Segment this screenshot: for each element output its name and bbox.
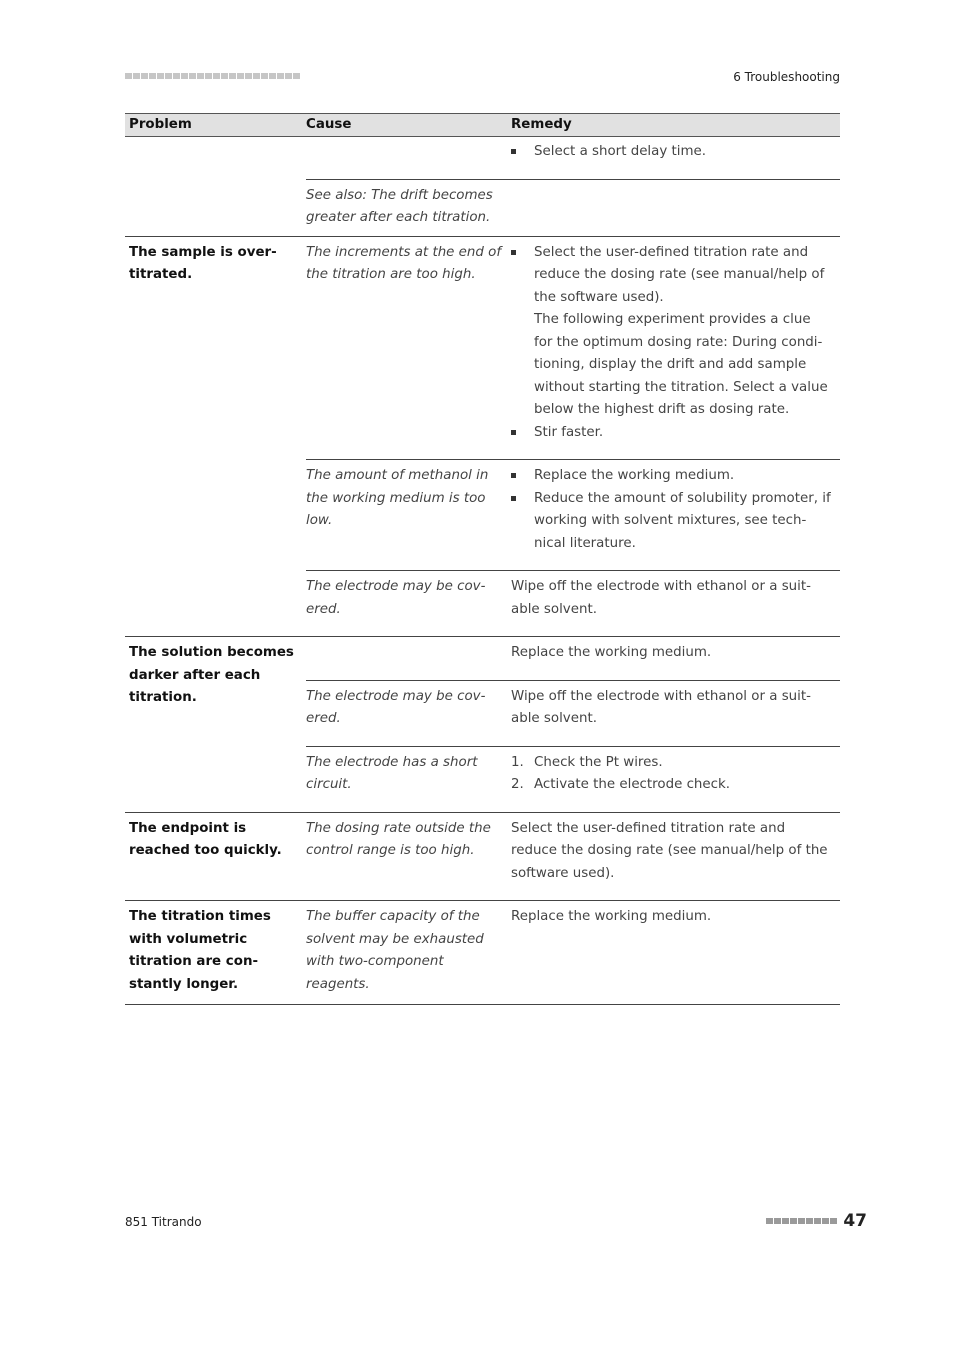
header-remedy: Remedy: [511, 116, 572, 132]
remedy-cell: Wipe off the electrode with ethanol or a suit-able solvent.: [511, 579, 811, 617]
table-row: [306, 746, 840, 812]
step-text: Activate the electrode check.: [534, 777, 731, 792]
table-row: [306, 570, 840, 636]
problem-cell: The endpoint is reached too quickly.: [129, 820, 282, 858]
list-item: Reduce the amount of solubility promoter, if working with solvent mixtures, see tech-nical literature.: [511, 488, 832, 556]
troubleshooting-table: [125, 113, 840, 1005]
footer-decoration: [766, 1218, 837, 1224]
cause-cell: See also: The drift becomes greater after each titration.: [306, 187, 493, 225]
table-group: [125, 901, 840, 1005]
cause-cell: The electrode has a short circuit.: [306, 754, 478, 792]
step-text: Check the Pt wires.: [534, 754, 663, 770]
table-header-row: [125, 113, 840, 137]
step-number: 1.: [511, 754, 524, 770]
footer-page-marker: [766, 1211, 867, 1231]
table-group: [125, 137, 840, 237]
remedy-cell: [511, 237, 840, 460]
table-row: [306, 136, 840, 179]
table-row: [306, 237, 840, 460]
header-cause: Cause: [306, 116, 352, 132]
footer-product-name: 851 Titrando: [125, 1215, 202, 1229]
table-group: [125, 237, 840, 638]
list-item: Stir faster.: [511, 422, 832, 445]
remedy-cell: Wipe off the electrode with ethanol or a suit-able solvent.: [511, 688, 811, 726]
list-item: Select a short delay time.: [511, 141, 832, 164]
cause-cell: The electrode may be cov-ered.: [306, 688, 486, 726]
page-number: 47: [843, 1211, 867, 1231]
header-problem: Problem: [129, 116, 192, 132]
table-row: [306, 680, 840, 746]
problem-cell: The titration times with volumetric titration are con-stantly longer.: [129, 909, 271, 992]
cause-cell: [306, 136, 511, 179]
list-item: [511, 774, 832, 797]
list-item: [511, 752, 832, 775]
remedy-cell: Replace the working medium.: [511, 645, 712, 660]
chapter-title: 6 Troubleshooting: [733, 70, 840, 84]
cause-cell: The amount of methanol in the working medium is too low.: [306, 468, 489, 528]
list-item: [511, 242, 832, 422]
cause-cell: The electrode may be cov-ered.: [306, 579, 486, 617]
list-item: Replace the working medium.: [511, 465, 832, 488]
step-number: 2.: [511, 777, 524, 792]
remedy-cell: Select the user-defined titration rate and reduce the dosing rate (see manual/help of the software used).: [511, 820, 828, 881]
problem-cell: The sample is over-titrated.: [129, 244, 277, 282]
table-row: [306, 813, 840, 901]
remedy-cell: Replace the working medium.: [511, 909, 712, 924]
table-group: [125, 637, 840, 813]
problem-cell: The solution becomes darker after each titration.: [129, 645, 294, 705]
remedy-cell: [511, 136, 840, 179]
remedy-cell: [511, 747, 840, 812]
remedy-cell: [511, 460, 840, 570]
table-row: [306, 901, 840, 1002]
table-group: [125, 813, 840, 902]
cause-cell: The buffer capacity of the solvent may be exhausted with two-component reagents.: [306, 909, 484, 992]
remedy-cell: [511, 180, 840, 236]
cause-cell: The increments at the end of the titration are too high.: [306, 244, 502, 282]
cause-cell: The dosing rate outside the control range is too high.: [306, 820, 491, 858]
table-row: [306, 179, 840, 236]
table-row: [306, 459, 840, 570]
list-item-text: Select the user-defined titration rate and reduce the dosing rate (see manual/help of the software used).: [534, 244, 825, 305]
problem-cell: [125, 137, 306, 236]
table-row: [306, 637, 840, 680]
list-item-note: The following experiment provides a clue for the optimum dosing rate: During condi-tioning, display the drift and add sample without starting the titration. Select a value below the highest drift as dosing rate.: [534, 312, 828, 417]
cause-cell: [306, 637, 511, 680]
header-decoration: [125, 73, 300, 79]
